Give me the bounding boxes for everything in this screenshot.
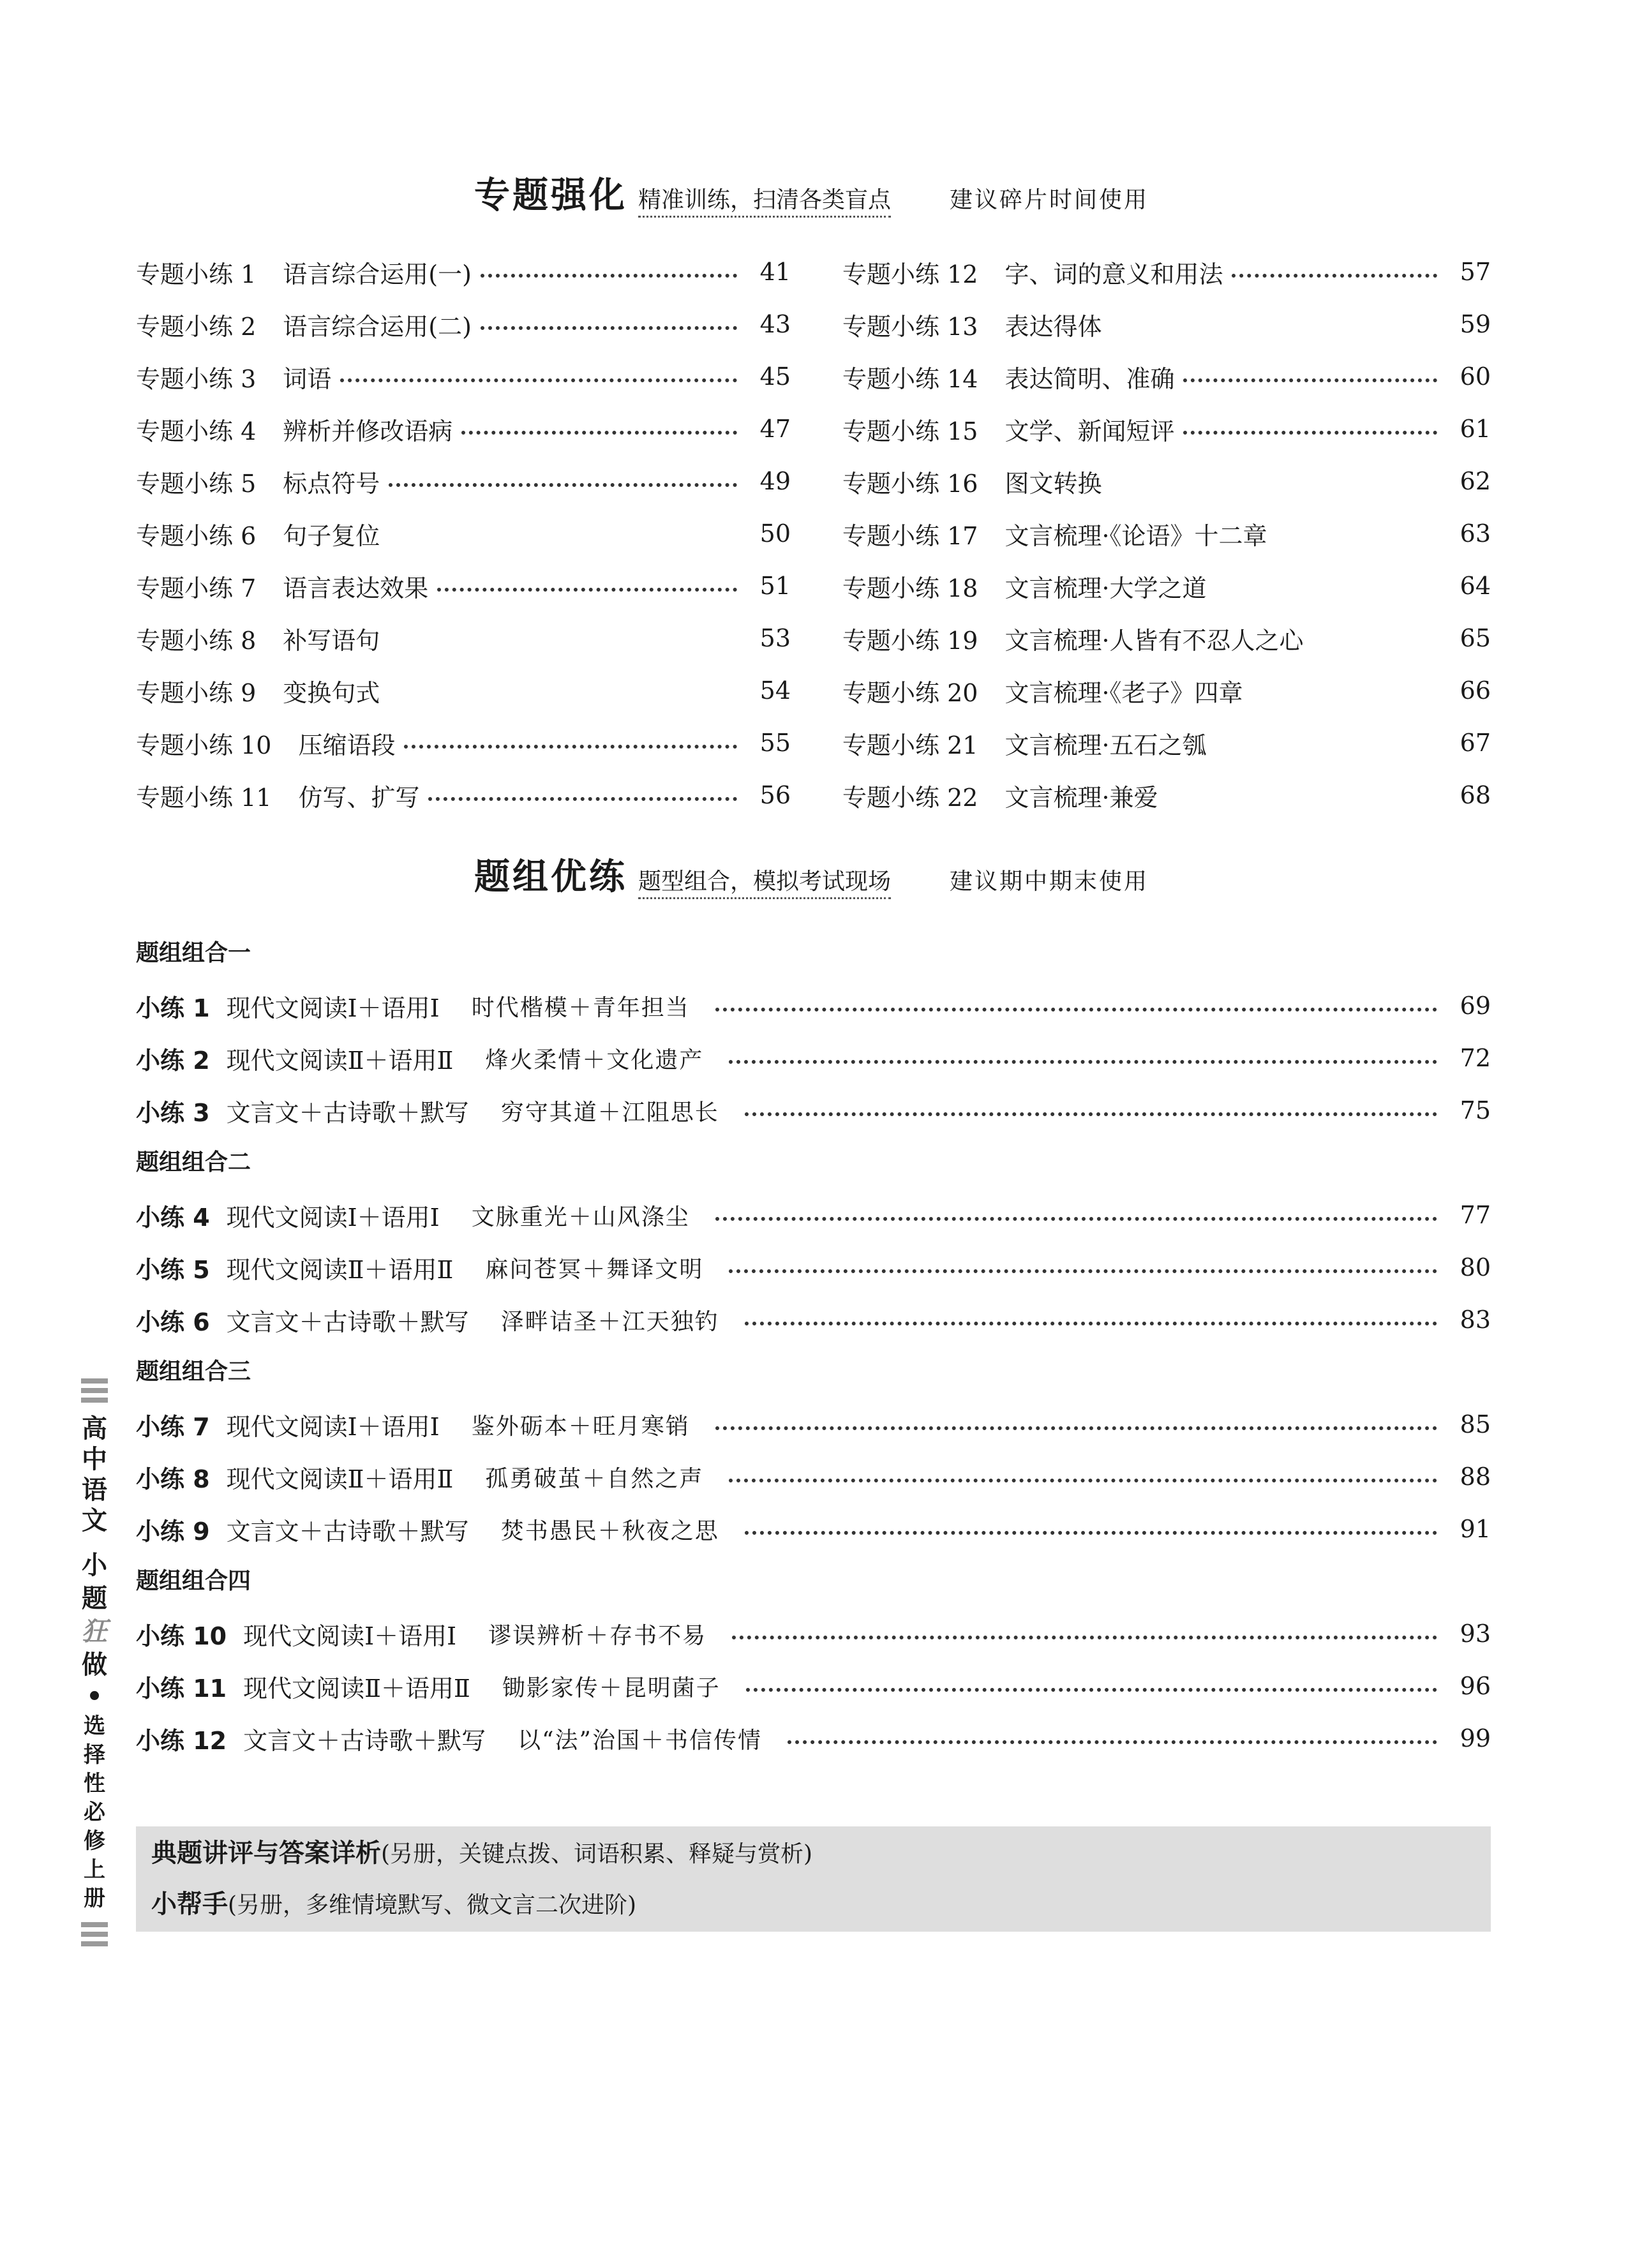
toc-title: 压缩语段 bbox=[298, 731, 396, 759]
supplement-note-2: (另册，多维情境默写、微文言二次进阶) bbox=[228, 1892, 637, 1918]
toc-title: 表达得体 bbox=[1004, 312, 1102, 341]
toc-num: 专题小练 16 bbox=[842, 469, 978, 498]
dot-leader bbox=[729, 1269, 1437, 1273]
dot-leader bbox=[1216, 745, 1437, 749]
toc-title: 文言梳理·五石之瓠 bbox=[1004, 731, 1207, 759]
practice-type: 现代文阅读Ⅰ＋语用Ⅰ bbox=[226, 1203, 440, 1232]
toc-page: 43 bbox=[759, 310, 791, 338]
dot-leader bbox=[1313, 640, 1437, 644]
practice-row[interactable] bbox=[136, 1299, 1491, 1340]
toc-title: 补写语句 bbox=[283, 626, 380, 655]
practice-theme: 麻问苍冥＋舞译文明 bbox=[485, 1256, 704, 1283]
practice-theme: 孤勇破茧＋自然之声 bbox=[485, 1465, 704, 1492]
toc-num: 专题小练 13 bbox=[842, 312, 978, 341]
toc-page: 88 bbox=[1460, 1463, 1491, 1491]
toc-page: 62 bbox=[1460, 467, 1491, 495]
toc-page: 83 bbox=[1460, 1306, 1491, 1334]
dot-leader bbox=[461, 431, 737, 435]
toc-row[interactable] bbox=[136, 670, 791, 711]
practice-type: 现代文阅读Ⅱ＋语用Ⅱ bbox=[226, 1255, 454, 1284]
toc-page: 66 bbox=[1460, 676, 1491, 705]
practice-label: 小练 7 bbox=[136, 1412, 210, 1441]
toc-num: 专题小练 11 bbox=[136, 783, 272, 812]
toc-page: 51 bbox=[759, 572, 791, 600]
toc-page: 96 bbox=[1460, 1672, 1491, 1700]
practice-theme: 锄影家传＋昆明菌子 bbox=[502, 1675, 721, 1701]
toc-page: 59 bbox=[1460, 310, 1491, 338]
toc-page: 54 bbox=[759, 676, 791, 705]
toc-row[interactable] bbox=[842, 618, 1491, 659]
toc-title: 句子复位 bbox=[283, 521, 380, 550]
toc-num: 专题小练 17 bbox=[842, 521, 978, 550]
toc-num: 专题小练 1 bbox=[136, 260, 257, 288]
spine-bars-bottom bbox=[81, 1922, 108, 1951]
toc-title: 表达简明、准确 bbox=[1004, 364, 1175, 393]
toc-row[interactable] bbox=[842, 565, 1491, 606]
spine-brand-part2: 狂 bbox=[82, 1617, 107, 1646]
toc-title: 文言梳理·兼爱 bbox=[1004, 783, 1158, 812]
toc-title: 标点符号 bbox=[283, 469, 380, 498]
section2-title: 题组优练 bbox=[474, 856, 627, 898]
practice-label: 小练 5 bbox=[136, 1255, 210, 1284]
practice-type: 文言文＋古诗歌＋默写 bbox=[226, 1098, 469, 1127]
practice-label: 小练 10 bbox=[136, 1622, 227, 1650]
toc-num: 专题小练 9 bbox=[136, 678, 257, 707]
toc-num: 专题小练 2 bbox=[136, 312, 257, 341]
dot-leader bbox=[428, 797, 737, 801]
practice-theme: 穷守其道＋江阻思长 bbox=[500, 1099, 719, 1126]
toc-title: 词语 bbox=[283, 364, 332, 393]
toc-page: 50 bbox=[759, 519, 791, 548]
section2-header bbox=[0, 849, 1628, 906]
toc-page: 72 bbox=[1460, 1044, 1491, 1072]
practice-row[interactable] bbox=[136, 1195, 1491, 1235]
section2-slogan: 题型组合，模拟考试现场 bbox=[638, 869, 891, 899]
dot-leader bbox=[1216, 588, 1437, 592]
toc-page: 57 bbox=[1460, 258, 1491, 286]
spine-bars-top bbox=[81, 1378, 108, 1407]
toc-page: 75 bbox=[1460, 1096, 1491, 1124]
toc-page: 55 bbox=[759, 729, 791, 757]
spine-brand-part1: 小题 bbox=[82, 1551, 107, 1613]
toc-page: 65 bbox=[1460, 624, 1491, 652]
toc-page: 80 bbox=[1460, 1253, 1491, 1281]
dot-leader bbox=[745, 1322, 1437, 1325]
dot-leader bbox=[732, 1636, 1437, 1639]
toc-row[interactable] bbox=[136, 408, 791, 449]
group-heading: 题组组合二 bbox=[136, 1149, 251, 1175]
section1-slogan: 精准训练，扫清各类盲点 bbox=[638, 188, 891, 218]
practice-label: 小练 2 bbox=[136, 1046, 210, 1075]
practice-label: 小练 1 bbox=[136, 994, 210, 1022]
dot-leader bbox=[729, 1060, 1437, 1064]
toc-page: 45 bbox=[759, 362, 791, 391]
toc-row[interactable] bbox=[842, 251, 1491, 292]
dot-leader bbox=[745, 1531, 1437, 1535]
dot-leader bbox=[437, 588, 737, 592]
supplement-line-2[interactable] bbox=[151, 1885, 636, 1925]
toc-row[interactable] bbox=[136, 513, 791, 554]
toc-title: 语言综合运用(一) bbox=[283, 260, 472, 288]
dot-leader bbox=[745, 1112, 1437, 1116]
supplement-note-1: (另册，关键点拨、词语积累、释疑与赏析) bbox=[381, 1841, 813, 1867]
toc-row[interactable] bbox=[842, 670, 1491, 711]
dot-leader bbox=[340, 378, 737, 382]
practice-row[interactable] bbox=[136, 1090, 1491, 1131]
toc-row[interactable] bbox=[842, 775, 1491, 816]
toc-title: 图文转换 bbox=[1004, 469, 1102, 498]
practice-label: 小练 3 bbox=[136, 1098, 210, 1127]
toc-row[interactable] bbox=[842, 356, 1491, 397]
dot-leader bbox=[389, 483, 737, 487]
practice-label: 小练 8 bbox=[136, 1465, 210, 1493]
practice-label: 小练 12 bbox=[136, 1726, 227, 1755]
dot-leader bbox=[788, 1740, 1437, 1744]
toc-title: 字、词的意义和用法 bbox=[1004, 260, 1223, 288]
toc-page: 67 bbox=[1460, 729, 1491, 757]
spine-brand-part3: 做 bbox=[82, 1650, 107, 1680]
practice-theme: 鉴外砺本＋旺月寒销 bbox=[471, 1413, 690, 1440]
toc-num: 专题小练 3 bbox=[136, 364, 257, 393]
toc-row[interactable] bbox=[136, 565, 791, 606]
toc-title: 文言梳理·《论语》十二章 bbox=[1004, 521, 1267, 550]
practice-row[interactable] bbox=[136, 1038, 1491, 1078]
toc-row[interactable] bbox=[842, 722, 1491, 763]
toc-page: 93 bbox=[1460, 1620, 1491, 1648]
toc-row[interactable] bbox=[136, 304, 791, 345]
toc-row[interactable] bbox=[842, 461, 1491, 502]
dot-leader bbox=[1276, 535, 1437, 539]
spine-brand bbox=[75, 1549, 114, 1682]
dot-leader bbox=[389, 640, 737, 644]
toc-row[interactable] bbox=[136, 618, 791, 659]
practice-type: 文言文＋古诗歌＋默写 bbox=[243, 1726, 486, 1755]
toc-title: 文言梳理·《老子》四章 bbox=[1004, 678, 1243, 707]
toc-title: 语言综合运用(二) bbox=[283, 312, 472, 341]
toc-page: 63 bbox=[1460, 519, 1491, 548]
practice-theme: 烽火柔情＋文化遗产 bbox=[485, 1047, 704, 1073]
toc-num: 专题小练 8 bbox=[136, 626, 257, 655]
dot-leader bbox=[1232, 274, 1437, 278]
toc-page: 77 bbox=[1460, 1201, 1491, 1229]
toc-row[interactable] bbox=[136, 722, 791, 763]
toc-title: 文言梳理·人皆有不忍人之心 bbox=[1004, 626, 1304, 655]
toc-row[interactable] bbox=[842, 513, 1491, 554]
toc-row[interactable] bbox=[842, 408, 1491, 449]
section1-title: 专题强化 bbox=[474, 175, 627, 216]
toc-page: 69 bbox=[1460, 992, 1491, 1020]
toc-title: 语言表达效果 bbox=[283, 574, 429, 602]
toc-num: 专题小练 19 bbox=[842, 626, 978, 655]
spine-dot: • bbox=[86, 1682, 103, 1712]
toc-num: 专题小练 6 bbox=[136, 521, 257, 550]
practice-theme: 文脉重光＋山风涤尘 bbox=[471, 1204, 690, 1230]
practice-row[interactable] bbox=[136, 1456, 1491, 1497]
practice-row[interactable] bbox=[136, 1509, 1491, 1549]
toc-num: 专题小练 10 bbox=[136, 731, 272, 759]
practice-type: 文言文＋古诗歌＋默写 bbox=[226, 1308, 469, 1336]
dot-leader bbox=[1252, 692, 1437, 696]
dot-leader bbox=[1110, 326, 1437, 330]
practice-row[interactable] bbox=[136, 1718, 1491, 1759]
dot-leader bbox=[1183, 378, 1437, 382]
toc-row[interactable] bbox=[136, 775, 791, 816]
toc-title: 变换句式 bbox=[283, 678, 380, 707]
supplement-title-2: 小帮手 bbox=[151, 1890, 228, 1919]
practice-type: 现代文阅读Ⅱ＋语用Ⅱ bbox=[226, 1046, 454, 1075]
dot-leader bbox=[1110, 483, 1437, 487]
dot-leader bbox=[715, 1217, 1437, 1221]
toc-num: 专题小练 5 bbox=[136, 469, 257, 498]
toc-num: 专题小练 14 bbox=[842, 364, 978, 393]
toc-row[interactable] bbox=[136, 356, 791, 397]
toc-page: 49 bbox=[759, 467, 791, 495]
toc-num: 专题小练 12 bbox=[842, 260, 978, 288]
toc-page: 53 bbox=[759, 624, 791, 652]
section1-advice: 建议碎片时间使用 bbox=[950, 187, 1149, 213]
practice-label: 小练 4 bbox=[136, 1203, 210, 1232]
practice-type: 现代文阅读Ⅰ＋语用Ⅰ bbox=[226, 1412, 440, 1441]
dot-leader bbox=[715, 1008, 1437, 1011]
practice-type: 现代文阅读Ⅱ＋语用Ⅱ bbox=[226, 1465, 454, 1493]
group-heading: 题组组合一 bbox=[136, 940, 251, 966]
dot-leader bbox=[404, 745, 737, 749]
dot-leader bbox=[1183, 431, 1437, 435]
practice-row[interactable] bbox=[136, 985, 1491, 1026]
dot-leader bbox=[481, 274, 737, 278]
section2-advice: 建议期中期末使用 bbox=[950, 869, 1149, 895]
practice-label: 小练 9 bbox=[136, 1517, 210, 1546]
toc-page: 99 bbox=[1460, 1724, 1491, 1752]
book-spine-label bbox=[75, 1378, 114, 1951]
toc-page: 60 bbox=[1460, 362, 1491, 391]
spine-subject: 高中语文 bbox=[82, 1414, 107, 1535]
practice-type: 现代文阅读Ⅰ＋语用Ⅰ bbox=[226, 994, 440, 1022]
dot-leader bbox=[389, 535, 737, 539]
practice-theme: 谬误辨析＋存书不易 bbox=[488, 1622, 707, 1649]
toc-num: 专题小练 4 bbox=[136, 417, 257, 445]
toc-page: 64 bbox=[1460, 572, 1491, 600]
practice-row[interactable] bbox=[136, 1613, 1491, 1654]
dot-leader bbox=[746, 1688, 1437, 1692]
toc-num: 专题小练 7 bbox=[136, 574, 257, 602]
toc-page: 56 bbox=[759, 781, 791, 809]
practice-theme: 泽畔诘圣＋江天独钓 bbox=[500, 1308, 719, 1335]
practice-row[interactable] bbox=[136, 1247, 1491, 1288]
dot-leader bbox=[481, 326, 737, 330]
toc-num: 专题小练 22 bbox=[842, 783, 978, 812]
toc-num: 专题小练 20 bbox=[842, 678, 978, 707]
toc-title: 辨析并修改语病 bbox=[283, 417, 453, 445]
practice-type: 现代文阅读Ⅰ＋语用Ⅰ bbox=[243, 1622, 457, 1650]
practice-label: 小练 6 bbox=[136, 1308, 210, 1336]
toc-page: 91 bbox=[1460, 1515, 1491, 1543]
toc-row[interactable] bbox=[842, 304, 1491, 345]
toc-row[interactable] bbox=[136, 251, 791, 292]
practice-row[interactable] bbox=[136, 1404, 1491, 1445]
practice-row[interactable] bbox=[136, 1666, 1491, 1706]
toc-row[interactable] bbox=[136, 461, 791, 502]
supplement-line-1[interactable] bbox=[151, 1834, 812, 1874]
group-heading: 题组组合三 bbox=[136, 1359, 251, 1385]
practice-theme: 时代楷模＋青年担当 bbox=[471, 994, 690, 1021]
spine-edition: 选择性必修上册 bbox=[84, 1713, 105, 1911]
dot-leader bbox=[389, 692, 737, 696]
toc-page: 61 bbox=[1460, 415, 1491, 443]
dot-leader bbox=[715, 1426, 1437, 1430]
practice-theme: 焚书愚民＋秋夜之思 bbox=[500, 1518, 719, 1544]
toc-page: 47 bbox=[759, 415, 791, 443]
toc-page: 85 bbox=[1460, 1410, 1491, 1438]
toc-title: 仿写、扩写 bbox=[298, 783, 420, 812]
dot-leader bbox=[729, 1479, 1437, 1482]
dot-leader bbox=[1167, 797, 1437, 801]
group-heading: 题组组合四 bbox=[136, 1568, 251, 1594]
toc-num: 专题小练 21 bbox=[842, 731, 978, 759]
toc-title: 文言梳理·大学之道 bbox=[1004, 574, 1207, 602]
practice-theme: 以“法”治国＋书信传情 bbox=[518, 1727, 762, 1754]
toc-num: 专题小练 18 bbox=[842, 574, 978, 602]
practice-type: 现代文阅读Ⅱ＋语用Ⅱ bbox=[243, 1674, 470, 1703]
section1-header bbox=[0, 167, 1628, 225]
toc-title: 文学、新闻短评 bbox=[1004, 417, 1175, 445]
practice-type: 文言文＋古诗歌＋默写 bbox=[226, 1517, 469, 1546]
practice-label: 小练 11 bbox=[136, 1674, 227, 1703]
toc-page: 41 bbox=[759, 258, 791, 286]
toc-page: 68 bbox=[1460, 781, 1491, 809]
toc-num: 专题小练 15 bbox=[842, 417, 978, 445]
supplement-title-1: 典题讲评与答案详析 bbox=[151, 1839, 381, 1868]
